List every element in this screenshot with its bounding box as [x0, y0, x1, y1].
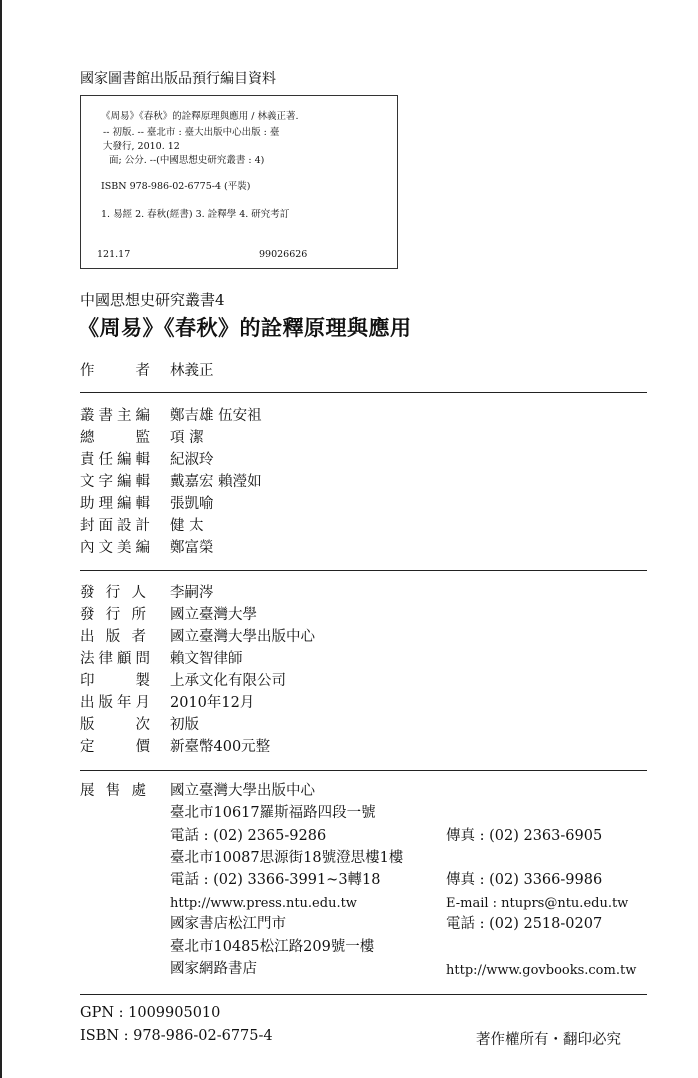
- sales-address: 臺北市10485松江路209號一樓: [170, 939, 375, 955]
- cip-heading: 國家圖書館出版品預行編目資料: [80, 71, 276, 87]
- sales-label: 展 售 處: [80, 783, 146, 799]
- publishing-value: 新臺幣400元整: [170, 739, 271, 755]
- sales-phone: 電話 : (02) 2518-0207: [446, 916, 603, 932]
- credit-label: 文 字 編 輯: [80, 474, 150, 490]
- author-label: 作 者: [80, 363, 150, 379]
- credit-label: 內 文 美 編: [80, 540, 150, 556]
- sales-email[interactable]: E-mail : ntuprs@ntu.edu.tw: [446, 896, 629, 911]
- publishing-value: 賴文智律師: [170, 651, 243, 667]
- sales-fax: 傳真 : (02) 2363-6905: [446, 828, 603, 844]
- cip-class-number: 121.17: [97, 249, 131, 260]
- sales-fax: 傳真 : (02) 3366-9986: [446, 872, 603, 888]
- sales-outlet-name: 國家書店松江門市: [170, 916, 286, 932]
- divider: [80, 392, 647, 393]
- sales-phone: 電話 : (02) 3366-3991~3轉18: [170, 872, 381, 888]
- divider: [80, 770, 647, 771]
- divider: [80, 994, 647, 995]
- sales-outlet-name: 國家網路書店: [170, 961, 257, 977]
- publishing-label: 出 版 者: [80, 629, 146, 645]
- publishing-value: 國立臺灣大學出版中心: [170, 629, 315, 645]
- credit-value: 鄭吉雄 伍安祖: [170, 408, 262, 424]
- credit-label: 叢 書 主 編: [80, 408, 150, 424]
- credit-label: 封 面 設 計: [80, 518, 150, 534]
- sales-address: 臺北市10087思源街18號澄思樓1樓: [170, 850, 404, 866]
- author-value: 林義正: [170, 363, 214, 379]
- credit-value: 項 潔: [170, 430, 204, 446]
- cip-isbn: ISBN 978-986-02-6775-4 (平裝): [101, 181, 251, 192]
- cip-record-box: [80, 95, 398, 269]
- credit-value: 紀淑玲: [170, 452, 214, 468]
- cip-line-1: 《周易》《春秋》的詮釋原理與應用 / 林義正著.: [101, 111, 299, 122]
- publishing-value: 初版: [170, 717, 199, 733]
- credit-label: 總 監: [80, 430, 150, 446]
- book-title: 《周易》《春秋》的詮釋原理與應用: [78, 315, 412, 340]
- publishing-label: 印 製: [80, 673, 150, 689]
- cip-record-number: 99026626: [259, 249, 308, 260]
- cip-line-2: -- 初版. -- 臺北市 : 臺大出版中心出版 : 臺: [103, 127, 280, 138]
- credit-label: 助 理 編 輯: [80, 496, 150, 512]
- publishing-value: 國立臺灣大學: [170, 607, 257, 623]
- publishing-label: 發 行 所: [80, 607, 146, 623]
- credit-label: 責 任 編 輯: [80, 452, 150, 468]
- gpn-number: GPN : 1009905010: [80, 1005, 221, 1021]
- credit-value: 張凱喻: [170, 496, 214, 512]
- publishing-label: 法 律 顧 問: [80, 651, 150, 667]
- credit-value: 健 太: [170, 518, 204, 534]
- publishing-label: 版 次: [80, 717, 150, 733]
- sales-outlet-name: 國立臺灣大學出版中心: [170, 783, 315, 799]
- cip-line-4: 面; 公分. --(中國思想史研究叢書 : 4): [109, 155, 265, 166]
- cip-line-3: 大發行, 2010. 12: [103, 141, 180, 152]
- sales-website-link[interactable]: http://www.press.ntu.edu.tw: [170, 896, 357, 911]
- sales-website-link[interactable]: http://www.govbooks.com.tw: [446, 963, 637, 978]
- series-name: 中國思想史研究叢書4: [80, 291, 225, 309]
- credit-value: 戴嘉宏 賴瀅如: [170, 474, 262, 490]
- publishing-value: 李嗣涔: [170, 585, 214, 601]
- publishing-label: 出 版 年 月: [80, 695, 150, 711]
- divider: [80, 570, 647, 571]
- copyright-notice: 著作權所有・翻印必究: [476, 1032, 621, 1048]
- publishing-value: 2010年12月: [170, 695, 255, 711]
- sales-address: 臺北市10617羅斯福路四段一號: [170, 805, 376, 821]
- sales-phone: 電話 : (02) 2365-9286: [170, 828, 327, 844]
- page-edge-line: [0, 0, 2, 1078]
- publishing-value: 上承文化有限公司: [170, 673, 286, 689]
- isbn-number: ISBN : 978-986-02-6775-4: [80, 1028, 273, 1044]
- cip-subjects: 1. 易經 2. 春秋(經書) 3. 詮釋學 4. 研究考訂: [101, 209, 290, 220]
- publishing-label: 發 行 人: [80, 585, 146, 601]
- publishing-label: 定 價: [80, 739, 150, 755]
- credit-value: 鄭富榮: [170, 540, 214, 556]
